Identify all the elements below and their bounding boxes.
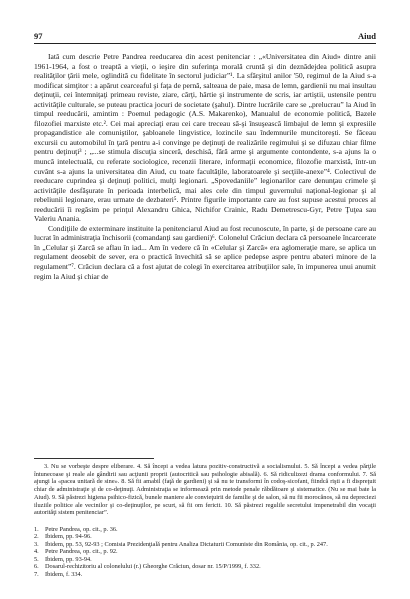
page-number: 97 (34, 31, 43, 41)
main-text (34, 52, 376, 281)
paragraph: Iată cum descrie Petre Pandrea reeducarea din acest penitenciar : „«Universitatea din Aiud» dintre anii 1961-1964, a fost o treaptă a vieţii, o ieşire din suferinţa morală cruntă şi din deznădejdea politică asupra realităţilor ţării mele, oglindită cu fidelitate în sectorul judiciar”¹. La sfârşitul anilor '50, regimul de la Aiud s-a modificat simţitor : a apărut cearceaful şi faţa de pernă, salteaua de paie, masa de lemn, gardienii nu mai insultau deţinuţii, cei întemniţaţi primeau reviste, ziare, cărţi, hârtie şi instrumente de scris, iar artiştii, ustensile pentru activităţile culturale, se puteau practica jocuri de societate (şahul). Dintre lucrările care se „prelucrau” la Aiud în timpul reeducării, amintim : Poemul pedagogic (A.S. Makarenko), Manualul de economie politică, Bazele filozofiei marxiste etc.². Cei mai apreciaţi erau cei care treceau să-şi însuşească limbajul de lemn şi expresiile propagandistice ale comuniştilor, şabloanele lingvistice, lozincile sau îndemnurile muncitoreşti. Se făceau excursii cu automobilul în ţară pentru a-i convinge pe deţinuţi de realizările regimului şi se difuzau chiar filme pentru deţinuţi³ ; „...se stimula discuţia sinceră, deschisă, fără arme şi argumente contondente, s-a ajuns la o muncă intelectuală, cu referate sociologice, recenzii literare, informaţii economice, filozofie marxistă, într-un cuvânt s-a ajuns la universitatea din Aiud, cu toate facultăţile, laboratoarele şi secţiile-anexe”⁴. Colectivul de reeducare cuprindea şi deţinuţi politici, mulţi legionari. „Spovedaniile” legionarilor care denunţau crimele şi activităţile desfăşurate în perioada interbelică, mai ales cele din timpul guvernului naţional-legionar şi al rebeliunii legionare, erau urmate de dezbateri⁵. Printre figurile importante care au fost supuse acestui proces al reeducării îi regăsim pe prinţul Alexandru Ghica, Nichifor Crainic, Radu Demetrescu-Gyr, Petre Ţuţea sau Valeriu Anania. (34, 52, 376, 224)
footnote-continuation (34, 463, 376, 517)
footnote-item: 1. Petre Pandrea, op. cit., p. 36. (34, 526, 118, 533)
running-title: Aiud (358, 31, 376, 41)
footnote-paragraph: 3. Nu se vorbeşte despre eliberare. 4. Să începi a vedea latura pozitiv-constructivă a socialismului. 5. Să începi a vedea părţile întunecoase şi reale ale gândirii sau acţiunii proprii (autocritică sau psihologie abisală). 6. Să ridiculizezi drama conformului. 7. Să ajungi la «pacea unitară de sine». 8. Să fii amabil (faţă de gardieni) şi să nu te transformi în codoş-sicofant, fiindcă rişti a fi dispreţuit chiar de administraţie şi de co-deţinuţi. Administraţia se informează prin metode penale răbdătoare şi sistematice. (Nu se mai bate la Aiud). 9. Să păstrezi higiena psihico-fizică, bunele maniere ale convieţuirii de familie şi de salon, să nu fii morocănos, să nu depreciezi iluziile politice ale vecinilor şi co-deţinuţilor, pe scurt, să fii om fericit. 10. Să păstrezi regulile secretului impenetrabil din vocaţii autorităţi sistem penitenciar”. (34, 463, 376, 517)
footnote-item: 4. Petre Pandrea, op. cit., p. 92. (34, 548, 118, 556)
paragraph: Condiţiile de exterminare instituite la penitenciarul Aiud au fost recunoscute, în parte, şi de persoane care au lucrat în administraţia închisorii (comandanţi sau gardieni)⁶. Colonelul Crăciun declara că persoanele încarcerate în „Celular şi Zarcă se aflau în iad... Am în vedere că în «Celular şi Zarcă» era aglomeraţie mare, se aplica un regulament deosebit de sever, era o practică învechită să se aplice pedepse aspre pentru abateri minore de la regulament”⁷. Crăciun declara că a fost ajutat de colegi în exercitarea atribuţiilor sale, în impunerea unui anumit regim la Aiud şi chiar de (34, 223, 376, 281)
footnote-separator (34, 458, 154, 459)
footnote-item: 3. Ibidem, pp. 53, 92-93 ; Comisia Prezidenţială pentru Analiza Dictaturii Comuniste din România, op. cit., p. 247. (34, 540, 328, 548)
footnote-item: 6. Dosarul-rechizitoriu al colonelului (r.) Gheorghe Crăciun, dosar nr. 15/P/1999, f. 332. (34, 563, 261, 571)
running-header (34, 30, 376, 44)
footnote-item: 5. Ibidem, pp. 93-94. (34, 555, 92, 563)
footnote-item: 2. Ibidem, pp. 94-96. (34, 533, 92, 541)
footnotes-list (34, 526, 376, 578)
footnote-item: 7. Ibidem, f. 334. (34, 570, 83, 578)
